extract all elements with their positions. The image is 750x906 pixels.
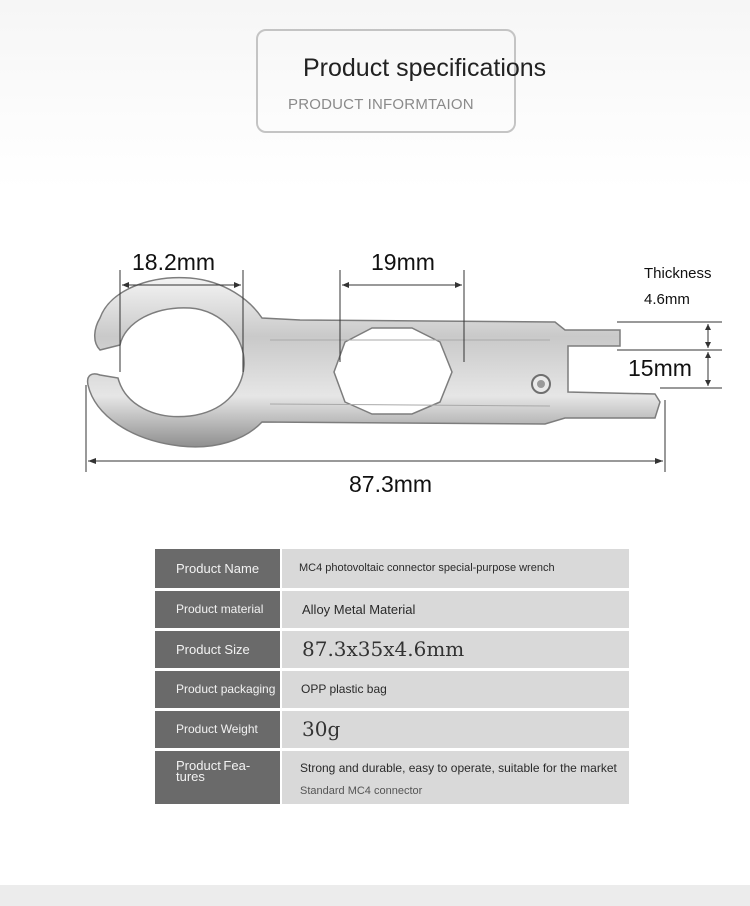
spec-value: OPP plastic bag — [281, 669, 629, 709]
page-title: Product specifications — [303, 54, 547, 82]
thickness-value: 4.6mm — [644, 291, 690, 308]
table-row — [155, 709, 629, 749]
dimension-label-87-3: 87.3mm — [349, 471, 433, 497]
page-subtitle: PRODUCT INFORMTAION — [288, 96, 474, 113]
spec-value-line: Standard MC4 connector — [300, 784, 423, 797]
spec-value: MC4 photovoltaic connector special-purpose wrench — [281, 549, 629, 589]
spec-value: Alloy Metal Material — [281, 589, 629, 629]
spec-label: Product Weight — [155, 709, 281, 749]
thickness-label: Thickness — [644, 265, 712, 282]
spec-label: Product packaging — [155, 669, 281, 709]
spec-value: 87.3x35x4.6mm — [281, 629, 629, 669]
table-row — [155, 549, 629, 589]
spec-value-multiline — [281, 749, 629, 804]
spec-label: Product Fea- tures — [155, 749, 281, 804]
wrench-illustration — [88, 278, 660, 447]
spec-label: Product Size — [155, 629, 281, 669]
table-row — [155, 669, 629, 709]
spec-value-line: Strong and durable, easy to operate, suitable for the market — [300, 760, 617, 775]
dimension-prong — [628, 352, 722, 388]
footer-band — [0, 885, 750, 906]
dimension-label-18-2: 18.2mm — [132, 249, 216, 275]
specs-table — [155, 549, 629, 804]
dimension-label-15: 15mm — [628, 355, 692, 381]
spec-value: 30g — [281, 709, 629, 749]
spec-label: Product Name — [155, 549, 281, 589]
dimension-thickness — [617, 265, 722, 350]
dimension-label-19: 19mm — [371, 249, 435, 275]
spec-label: Product material — [155, 589, 281, 629]
table-row — [155, 629, 629, 669]
table-row — [155, 589, 629, 629]
table-row — [155, 749, 629, 804]
